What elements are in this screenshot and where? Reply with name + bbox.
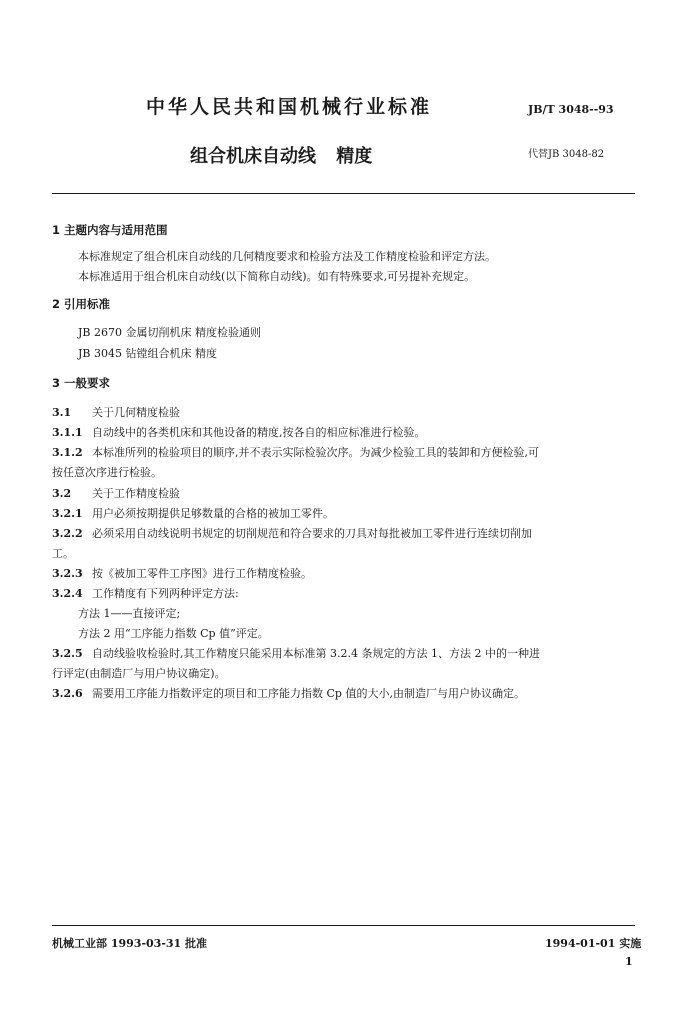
approval-line: 机械工业部 1993-03-31 批准 (52, 937, 208, 950)
clause-text: 本标准所列的检验项目的顺序,并不表示实际检验次序。为减少检验工具的装卸和方便检验,可 (92, 446, 539, 459)
clause-number: 3.2.1 (52, 507, 83, 520)
section-3-heading: 3 一般要求 (52, 376, 111, 390)
clause-number: 3.1 (52, 406, 72, 419)
clause-3-1 (52, 404, 180, 420)
clause-number: 3.2.6 (52, 687, 83, 700)
clause-3-2-5 (52, 645, 540, 661)
clause-number: 3.2.5 (52, 647, 83, 660)
clause-text: 关于工作精度检验 (92, 487, 180, 500)
clause-number: 3.1.1 (52, 426, 83, 439)
clause-3-1-2 (52, 444, 539, 460)
clause-3-2-2-continued: 工。 (52, 547, 74, 560)
clause-3-2-6 (52, 685, 525, 701)
reference-jb3045: JB 3045 钻镗组合机床 精度 (78, 347, 217, 360)
footer-rule (52, 925, 635, 926)
method-2: 方法 2 用“工序能力指数 Cp 值”评定。 (78, 627, 269, 640)
header-rule (52, 193, 635, 194)
section-1-heading: 1 主题内容与适用范围 (52, 223, 168, 237)
clause-text: 工作精度有下列两种评定方法: (92, 587, 239, 600)
clause-number: 3.1.2 (52, 446, 83, 459)
section-1-para-1: 本标准规定了组合机床自动线的几何精度要求和检验方法及工作精度检验和评定方法。 (78, 250, 496, 263)
clause-number: 3.2.4 (52, 587, 83, 600)
clause-text: 自动线中的各类机床和其他设备的精度,按各自的相应标准进行检验。 (92, 426, 426, 439)
issuing-body: 中华人民共和国机械行业标准 (146, 96, 433, 118)
clause-3-2 (52, 485, 180, 501)
section-1-para-2: 本标准适用于组合机床自动线(以下简称自动线)。如有特殊要求,可另提补充规定。 (78, 270, 476, 283)
document-title: 组合机床自动线 精度 (190, 146, 373, 167)
clause-3-1-1 (52, 424, 426, 440)
clause-3-2-4 (52, 585, 239, 601)
page-number: 1 (625, 955, 633, 968)
clause-text: 需要用工序能力指数评定的项目和工序能力指数 Cp 值的大小,由制造厂与用户协议确定。 (92, 687, 525, 700)
replaces-standard: 代替JB 3048-82 (528, 149, 605, 160)
clause-3-1-2-continued: 按任意次序进行检验。 (52, 466, 162, 479)
clause-3-2-2 (52, 525, 532, 541)
clause-number: 3.2.2 (52, 527, 83, 540)
clause-text: 关于几何精度检验 (92, 406, 180, 419)
method-1: 方法 1——直接评定; (78, 607, 181, 620)
clause-text: 用户必须按期提供足够数量的合格的被加工零件。 (92, 507, 334, 520)
standard-number: JB/T 3048--93 (528, 103, 614, 116)
reference-jb2670: JB 2670 金属切削机床 精度检验通则 (78, 326, 261, 339)
clause-text: 按《被加工零件工序图》进行工作精度检验。 (92, 567, 312, 580)
clause-3-2-1 (52, 505, 334, 521)
clause-number: 3.2.3 (52, 567, 83, 580)
section-2-heading: 2 引用标准 (52, 297, 111, 311)
clause-text: 必须采用自动线说明书规定的切削规范和符合要求的刀具对每批被加工零件进行连续切削加 (92, 527, 532, 540)
clause-3-2-5-continued: 行评定(由制造厂与用户协议确定)。 (52, 667, 226, 680)
clause-text: 自动线验收检验时,其工作精度只能采用本标准第 3.2.4 条规定的方法 1、方法 2 中的一种进 (92, 647, 540, 660)
clause-number: 3.2 (52, 487, 72, 500)
clause-3-2-3 (52, 565, 312, 581)
effective-date: 1994-01-01 实施 (545, 937, 642, 950)
